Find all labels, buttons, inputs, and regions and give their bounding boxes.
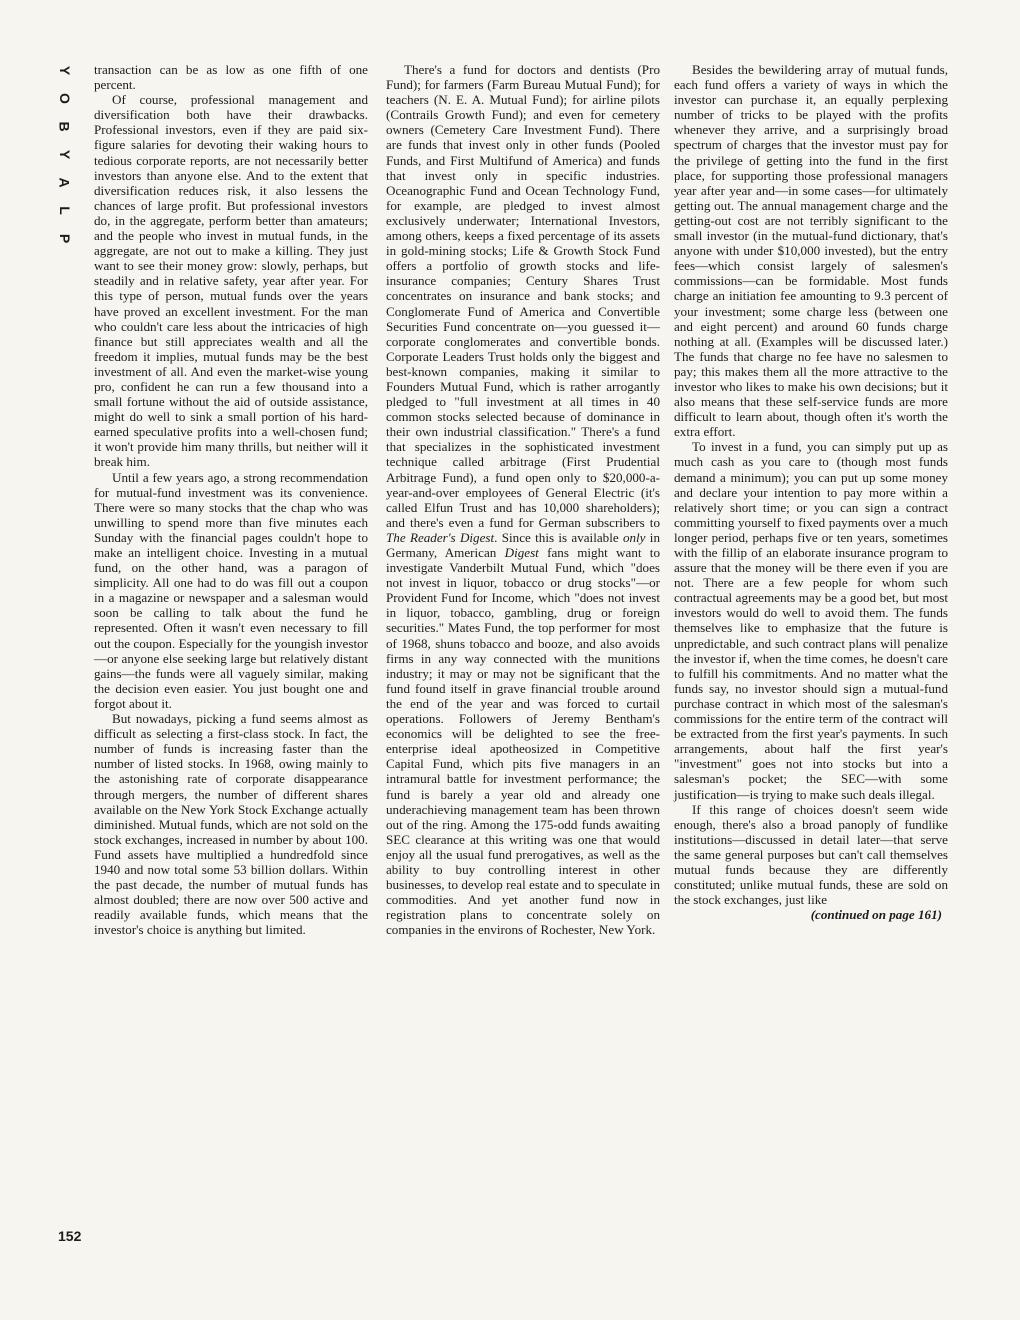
masthead-letter: Y: [57, 149, 73, 161]
paragraph: transaction can be as low as one fifth of one percent.: [94, 62, 368, 93]
paragraph-text: in Germany, American: [386, 529, 660, 560]
paragraph: But nowadays, picking a fund seems almost as difficult as selecting a first-class stock. In fact, the number of funds is increasing faster than the number of listed stocks. In 1968, owing mainly to the astonishing rate of corporate disappearance through mergers, the number of different shares available on the New York Stock Exchange actually diminished. Mutual funds, which are not sold on the stock exchanges, increased in number by about 100. Fund assets have multiplied a hundredfold since 1940 and now total some 53 billion dollars. Within the past decade, the number of mutual funds has almost doubled; there are now over 500 active and readily available funds, which means that the investor's choice is anything but limited.: [94, 711, 368, 938]
continued-notice: (continued on page 161): [810, 907, 942, 923]
masthead-letter: P: [57, 233, 73, 245]
paragraph-text: fans might want to investigate Vanderbilt Mutual Fund, which "does not invest in liquor, tobacco or drug stocks"—or Provident Fund for Income, which "does not invest in liquor, tobacco, gambling, drug or foreign securities." Mates Fund, the top performer for most of 1968, shuns tobacco and booze, and also avoids firms in any way connected with the munitions industry; it may or may not be significant that the fund found itself in grave financial trouble around the end of the year and was forced to curtail operations. Followers of Jeremy Bentham's economics will be delighted to see the free-enterprise ideal apotheosized in Competitive Capital Fund, which pits five managers in an intramural battle for investment performance; the fund is barely a year old and already one underachieving management team has been thrown out of the ring. Among the 175-odd funds awaiting SEC clearance at this writing was one that would enjoy all the usual fund prerogatives, as well as the ability to buy controlling interest in other businesses, to develop real estate and to speculate in commodities. And yet another fund now in registration plans to concentrate solely on companies in the environs of Rochester, New York.: [386, 545, 660, 938]
paragraph-text: There's a fund for doctors and dentists (Pro Fund); for farmers (Farm Bureau Mutual Fund); for teachers (N. E. A. Mutual Fund); for airline pilots (Contrails Growth Fund); and even for cemetery owners (Cemetery Care Investment Fund). There are funds that invest only in other funds (Pooled Funds, and First Multifund of America) and funds that invest only in specific industries. Oceanographic Fund and Ocean Technology Fund, for example, are pledged to invest almost exclusively underwater; International Investors, among others, keeps a fixed percentage of its assets in gold-mining stocks; Life & Growth Stock Fund offers a portfolio of growth stocks and life-insurance companies; Century Shares Trust concentrates on insurance and bank stocks; and Conglomerate Fund of America and Convertible Securities Fund concentrate on—you guessed it—corporate conglomerates and convertible bonds. Corporate Leaders Trust holds only the biggest and best-known companies, making it similar to Founders Mutual Fund, which is rather arrogantly pledged to "full investment at all times in 40 common stocks selected because of dominance in their own industrial classification." There's a fund that specializes in the sophisticated investment technique called arbitrage (First Prudential Arbitrage Fund), a fund open only to $20,000-a-year-and-over employees of General Electric (it's called Elfun Trust and has 10,000 shareholders); and there's even a fund for German subscribers to: [386, 62, 660, 530]
paragraph: Of course, professional management and diversification both have their drawbacks. Professional investors, even if they are paid six-figure salaries for devoting their waking hours to tedious corporate reports, are not necessarily better investors than anyone else. And to the extent that diversification reduces risk, it also lessens the chances of large profit. But professional investors do, in the aggregate, perform better than amateurs; and the people who invest in mutual funds, in the aggregate, are not out to make a killing. They just want to see their money grow: slowly, perhaps, but steadily and in relative safety, year after year. For this type of person, mutual funds over the years have proved an excellent investment. For the man who couldn't care less about the intricacies of high finance but still appreciates wealth and all the freedom it implies, mutual funds may be the best investment of all. And even the market-wise young pro, confident he can run a few thousand into a small fortune without the aid of outside assistance, might do well to sink a small portion of his hard-earned speculative profits into a well-chosen fund; it won't provide him many thrills, but neither will it break him.: [94, 92, 368, 470]
paragraph: Until a few years ago, a strong recommendation for mutual-fund investment was its convenience. There were so many stocks that the chap who was unwilling to spend more than five minutes each Sunday with the financial pages couldn't hope to make an intelligent choice. Investing in a mutual fund, on the other hand, was a paragon of simplicity. All one had to do was fill out a coupon in a magazine or newspaper and a salesman would soon be calling to talk about the fund he represented. Often it wasn't even necessary to fill out the coupon. Especially for the youngish investor—or anyone else seeking large but relatively distant gains—the funds were all vaguely similar, making the decision even easier. You just bought one and forgot about it.: [94, 469, 368, 711]
paragraph: To invest in a fund, you can simply put up as much cash as you care to (though most funds demand a minimum); you can put up some money and declare your intention to pay more within a relatively short time; or you can sign a contract committing yourself to fixed payments over a much longer period, perhaps five or ten years, sometimes with the fillip of an elaborate insurance program to assure that the money will be there even if you are not. There are a few people for whom such contractual agreements may be a good bet, but most investors would do well to avoid them. The funds themselves like to emphasize that the future is unpredictable, and such contract plans will penalize the investor if, when the time comes, he doesn't care to fulfill his commitments. And no matter what the funds say, no investor should sign a mutual-fund purchase contract in which most of the salesman's commissions for the entire term of the contract will be extracted from the first year's payments. In such arrangements, about half the first year's "investment" goes not into stocks but into a salesman's pocket; the SEC—with some justification—is trying to make such deals illegal.: [674, 439, 948, 802]
publication-title: The Reader's Digest: [386, 529, 495, 545]
masthead-letter: O: [56, 93, 73, 105]
paragraph: [386, 62, 660, 937]
playboy-masthead: [52, 64, 78, 246]
page-number: 152: [58, 1228, 82, 1244]
paragraph-text: . Since this is available: [494, 529, 623, 545]
masthead-letter: L: [57, 206, 73, 216]
masthead-letter: A: [57, 177, 73, 189]
publication-title: Digest: [504, 545, 539, 560]
article-column-1: [94, 62, 368, 937]
masthead-letter: Y: [57, 65, 73, 77]
paragraph: If this range of choices doesn't seem wide enough, there's also a broad panoply of fundlike institutions—discussed in detail later—that serve the same general purposes but can't call themselves mutual funds because they are differently constituted; unlike mutual funds, these are sold on the stock exchanges, just like: [674, 801, 948, 908]
masthead-letter: B: [57, 121, 73, 133]
article-column-2: [386, 62, 660, 937]
emphasis-text: only: [622, 529, 646, 545]
paragraph: Besides the bewildering array of mutual funds, each fund offers a variety of ways in which the investor can purchase it, an equally perplexing number of tricks to be played with the profits whenever they arrive, and a surprisingly broad spectrum of charges that the investor must pay for the privilege of getting into the fund in the first place, for supporting those professional managers year after year and—in some cases—for ultimately getting out. The annual management charge and the getting-out cost are not terribly significant to the small investor (in the mutual-fund dictionary, that's anyone with under $10,000 invested), but the entry fees—which consist largely of salesmen's commissions—can be formidable. Most funds charge an initiation fee amounting to 9.3 percent of your investment; some charge less (between one and eight percent) and around 60 funds charge nothing at all. (Examples will be discussed later.) The funds that charge no fee have no salesmen to pay; this makes them all the more attractive to the investor who likes to make his own decisions; but it also means that these self-service funds are more difficult to learn about, though often it's worth the extra effort.: [674, 62, 948, 440]
article-column-3: [674, 62, 948, 922]
